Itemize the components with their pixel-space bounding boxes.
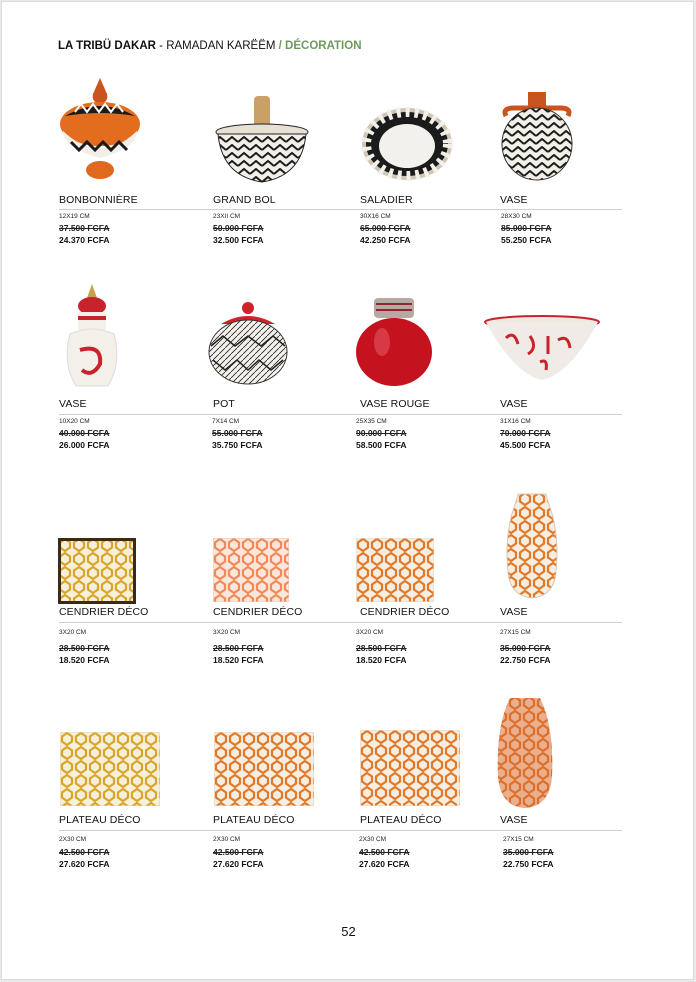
product-dimensions: 27X15 CM (500, 629, 531, 636)
product-name: GRAND BOL (213, 194, 276, 206)
product-name: CENDRIER DÉCO (59, 606, 149, 618)
vase-black-white-image (500, 90, 574, 182)
product-dimensions: 27X15 CM (503, 836, 534, 843)
product-divider (360, 830, 500, 831)
category-name: / DÉCORATION (275, 40, 362, 52)
cendrier-gold-image (58, 538, 136, 604)
vase-honeycomb-dark-image (494, 696, 556, 810)
product-old-price: 35.000 FCFA (503, 847, 554, 857)
product-price: 27.620 FCFA (213, 859, 264, 869)
product-old-price: 42.500 FCFA (59, 847, 110, 857)
product-divider (360, 414, 500, 415)
product-dimensions: 2X30 CM (59, 836, 87, 843)
product-old-price: 35.000 FCFA (500, 643, 551, 653)
product-price: 55.250 FCFA (501, 235, 552, 245)
grand-bol-image (214, 96, 310, 184)
collection-name: RAMADAN KARËËM (166, 40, 276, 52)
product-price: 18.520 FCFA (213, 655, 264, 665)
plateau-orange-image-1 (214, 732, 314, 806)
product-dimensions: 2X30 CM (359, 836, 387, 843)
page-header (58, 40, 362, 52)
product-dimensions: 2X30 CM (213, 836, 241, 843)
product-divider (500, 209, 622, 210)
product-dimensions: 7X14 CM (212, 418, 240, 425)
product-name: VASE (500, 398, 528, 410)
product-name: VASE (500, 194, 528, 206)
catalog-page (1, 1, 694, 980)
product-dimensions: 12X19 CM (59, 213, 90, 220)
product-price: 58.500 FCFA (356, 440, 407, 450)
product-name: VASE (59, 398, 87, 410)
product-name: PLATEAU DÉCO (360, 814, 442, 826)
product-price: 45.500 FCFA (500, 440, 551, 450)
vase-honeycomb-image (504, 492, 560, 600)
product-divider (360, 622, 500, 623)
product-price: 42.250 FCFA (360, 235, 411, 245)
product-dimensions: 10X20 CM (59, 418, 90, 425)
product-old-price: 28.500 FCFA (356, 643, 407, 653)
product-name: SALADIER (360, 194, 413, 206)
vase-bowl-calligraphy-image (484, 314, 600, 382)
product-divider (500, 414, 622, 415)
header-separator: - (155, 40, 167, 52)
product-price: 27.620 FCFA (59, 859, 110, 869)
product-price: 22.750 FCFA (503, 859, 554, 869)
product-dimensions: 3X20 CM (59, 629, 87, 636)
product-dimensions: 23XII CM (213, 213, 241, 220)
product-name: PLATEAU DÉCO (213, 814, 295, 826)
product-old-price: 70.000 FCFA (500, 428, 551, 438)
plateau-orange-image-2 (360, 730, 460, 806)
product-old-price: 50.000 FCFA (213, 223, 264, 233)
product-name: CENDRIER DÉCO (213, 606, 303, 618)
product-name: VASE ROUGE (360, 398, 430, 410)
product-old-price: 37.500 FCFA (59, 223, 110, 233)
product-old-price: 85.000 FCFA (501, 223, 552, 233)
product-old-price: 55.000 FCFA (212, 428, 263, 438)
product-dimensions: 3X20 CM (213, 629, 241, 636)
product-old-price: 65.000 FCFA (360, 223, 411, 233)
product-price: 27.620 FCFA (359, 859, 410, 869)
product-divider (500, 622, 622, 623)
product-price: 18.520 FCFA (59, 655, 110, 665)
product-divider (59, 830, 213, 831)
cendrier-orange-image (356, 538, 434, 602)
product-dimensions: 31X16 CM (500, 418, 531, 425)
product-old-price: 42.500 FCFA (359, 847, 410, 857)
product-name: VASE (500, 814, 528, 826)
product-price: 26.000 FCFA (59, 440, 110, 450)
vase-rouge-image (354, 298, 434, 388)
product-divider (59, 414, 213, 415)
brand-name: LA TRIBÜ DAKAR (58, 40, 156, 52)
product-dimensions: 25X35 CM (356, 418, 387, 425)
vase-red-white-image (62, 284, 122, 392)
saladier-image (360, 106, 454, 182)
cendrier-peach-image (213, 538, 289, 602)
product-name: POT (213, 398, 235, 410)
product-name: VASE (500, 606, 528, 618)
product-price: 18.520 FCFA (356, 655, 407, 665)
product-name: BONBONNIÈRE (59, 194, 138, 206)
product-name: CENDRIER DÉCO (360, 606, 450, 618)
product-price: 22.750 FCFA (500, 655, 551, 665)
product-price: 35.750 FCFA (212, 440, 263, 450)
bonbonniere-orange-image (57, 76, 143, 182)
page-number: 52 (341, 924, 356, 939)
product-dimensions: 30X16 CM (360, 213, 391, 220)
product-name: PLATEAU DÉCO (59, 814, 141, 826)
product-old-price: 28.500 FCFA (213, 643, 264, 653)
product-divider (213, 622, 360, 623)
plateau-gold-image (60, 732, 160, 806)
product-divider (213, 830, 360, 831)
product-divider (59, 209, 213, 210)
product-dimensions: 3X20 CM (356, 629, 384, 636)
product-old-price: 42.500 FCFA (213, 847, 264, 857)
product-old-price: 40.000 FCFA (59, 428, 110, 438)
pot-image (207, 300, 289, 386)
product-old-price: 90.000 FCFA (356, 428, 407, 438)
product-price: 24.370 FCFA (59, 235, 110, 245)
product-divider (213, 209, 360, 210)
product-dimensions: 28X30 CM (501, 213, 532, 220)
product-divider (213, 414, 360, 415)
product-price: 32.500 FCFA (213, 235, 264, 245)
product-divider (500, 830, 622, 831)
product-divider (59, 622, 213, 623)
product-divider (360, 209, 500, 210)
product-old-price: 28.500 FCFA (59, 643, 110, 653)
